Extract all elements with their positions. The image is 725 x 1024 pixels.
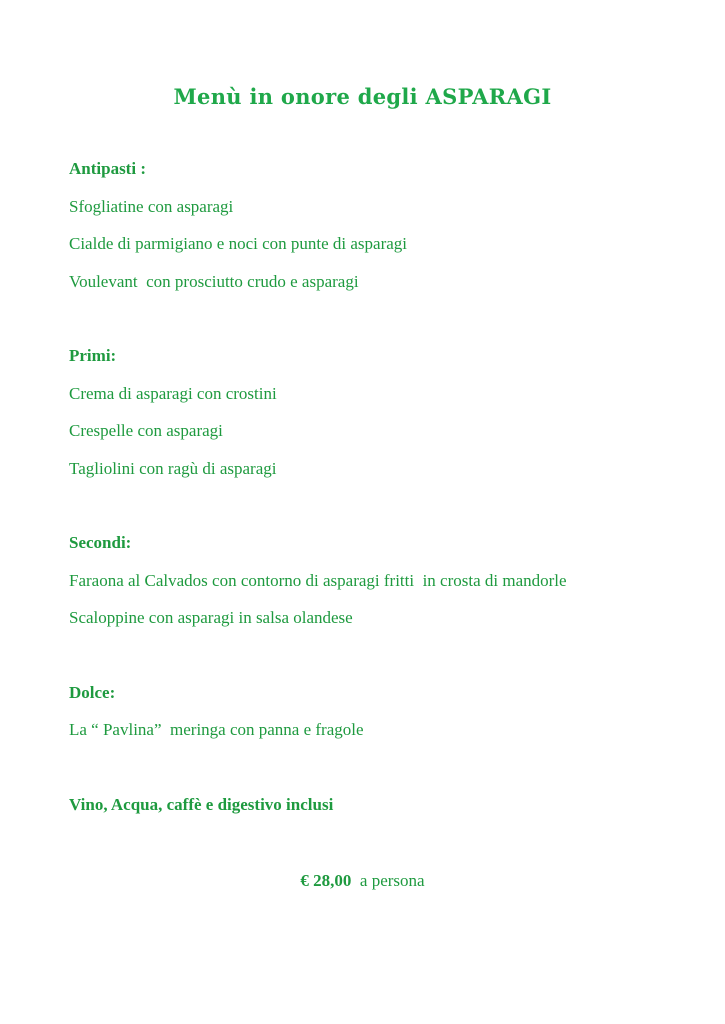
section-heading-primi: Primi: <box>69 346 117 365</box>
price-amount: € 28,00 <box>300 871 352 890</box>
price-unit: a persona <box>359 871 425 890</box>
section-heading-antipasti: Antipasti : <box>69 159 146 178</box>
menu-item: Scaloppine con asparagi in salsa olandese <box>69 608 353 627</box>
price-row <box>0 871 725 891</box>
menu-item: Crespelle con asparagi <box>69 421 223 440</box>
menu-item: Faraona al Calvados con contorno di asparagi fritti in crosta di mandorle <box>69 571 567 590</box>
section-heading-dolce: Dolce: <box>69 683 116 702</box>
menu-item: Sfogliatine con asparagi <box>69 197 234 216</box>
section-heading-secondi: Secondi: <box>69 533 132 552</box>
menu-item: La “ Pavlina” meringa con panna e fragole <box>69 720 364 739</box>
menu-item: Voulevant con prosciutto crudo e asparagi <box>69 272 359 291</box>
menu-item: Crema di asparagi con crostini <box>69 384 277 403</box>
menu-item: Cialde di parmigiano e noci con punte di asparagi <box>69 234 408 253</box>
menu-item: Tagliolini con ragù di asparagi <box>69 459 277 478</box>
menu-title: Menù in onore degli ASPARAGI <box>173 84 552 109</box>
included-note: Vino, Acqua, caffè e digestivo inclusi <box>69 795 334 814</box>
